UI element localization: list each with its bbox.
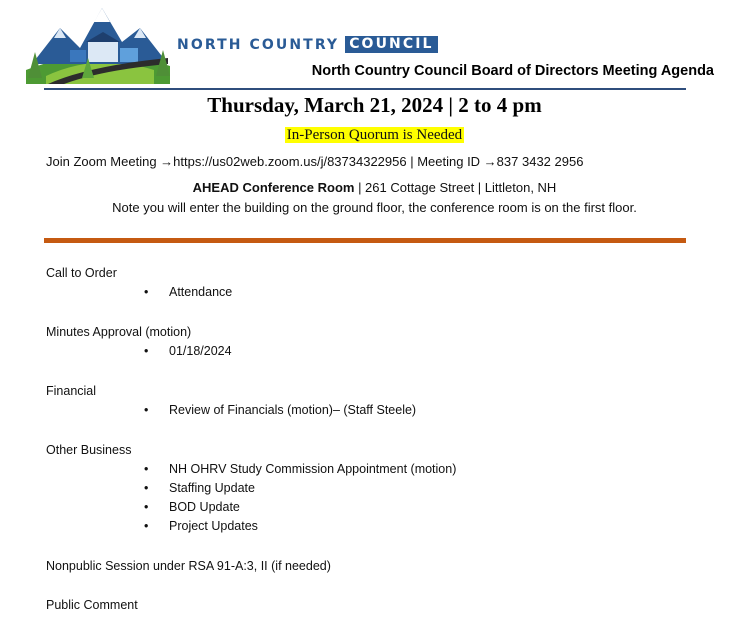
agenda-item: • Attendance — [46, 283, 706, 302]
agenda-section — [46, 382, 706, 420]
brand-wordmark — [177, 36, 438, 53]
header-divider — [44, 88, 686, 90]
agenda-item: • Staffing Update — [46, 479, 706, 498]
agenda-section-title: Public Comment — [46, 598, 138, 612]
agenda-section-title: Financial — [46, 384, 97, 398]
agenda-section — [46, 596, 706, 614]
agenda-item: • BOD Update — [46, 498, 706, 517]
building-note: Note you will enter the building on the ground floor, the conference room is on the first floor. — [112, 200, 637, 215]
agenda-section — [46, 264, 706, 302]
agenda-item-list — [46, 401, 706, 420]
conference-room-name: AHEAD Conference Room — [192, 180, 355, 195]
meeting-location — [0, 180, 749, 195]
agenda-item-list — [46, 342, 706, 361]
meeting-date: Thursday, March 21, 2024 | 2 to 4 pm — [207, 93, 542, 117]
agenda-list — [46, 264, 706, 635]
agenda-section-title: Other Business — [46, 443, 132, 457]
agenda-item: • Project Updates — [46, 517, 706, 536]
document-subtitle: North Country Council Board of Directors Meeting Agenda — [311, 63, 714, 79]
brand-wordmark-council: COUNCIL — [345, 36, 437, 53]
agenda-item: • 01/18/2024 — [46, 342, 706, 361]
agenda-section-title: Minutes Approval (motion) — [46, 325, 192, 339]
agenda-item: • Review of Financials (motion)– (Staff Steele) — [46, 401, 706, 420]
agenda-section — [46, 323, 706, 361]
agenda-section-title: Call to Order — [46, 266, 117, 280]
quorum-notice — [0, 126, 749, 144]
north-country-council-logo — [18, 6, 178, 84]
section-divider — [44, 238, 686, 243]
zoom-meeting-info: Join Zoom Meeting →https://us02web.zoom.us/j/83734322956 | Meeting ID →837 3432 2956 — [46, 154, 584, 169]
agenda-section — [46, 441, 706, 536]
agenda-item-list — [46, 460, 706, 536]
agenda-item-list — [46, 283, 706, 302]
brand-wordmark-north-country: NORTH COUNTRY — [177, 36, 340, 53]
agenda-item: • NH OHRV Study Commission Appointment (motion) — [46, 460, 706, 479]
quorum-highlight: In-Person Quorum is Needed — [286, 127, 463, 143]
agenda-section — [46, 557, 706, 575]
agenda-section-title: Nonpublic Session under RSA 91-A:3, II (if needed) — [46, 559, 331, 573]
conference-room-address: | 261 Cottage Street | Littleton, NH — [354, 180, 557, 195]
